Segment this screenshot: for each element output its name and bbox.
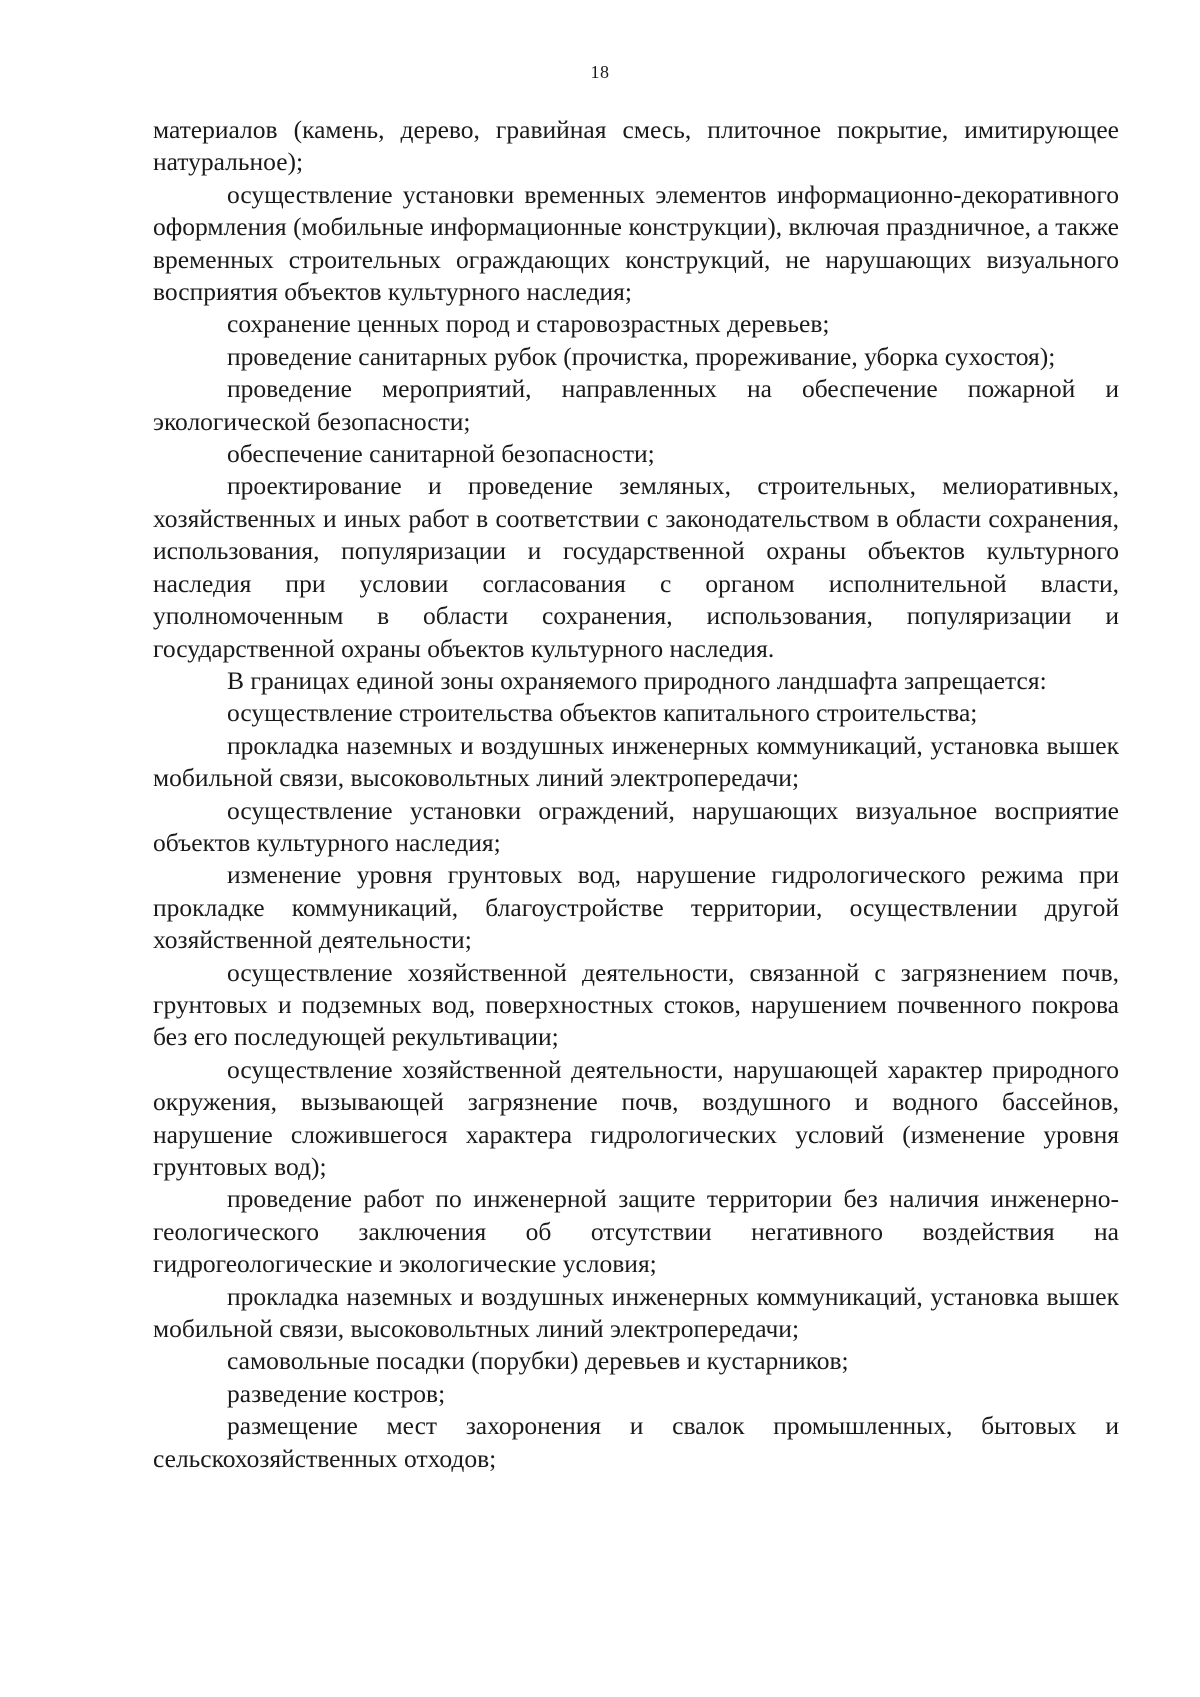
paragraph: осуществление установки временных элементов информационно-декоративного оформления (мобильные информационные конструкции), включая праздничное, а также временных строительных ограждающих конструкций, не нарушающих визуального восприятия объектов культурного наследия; bbox=[153, 179, 1119, 307]
paragraph: проведение работ по инженерной защите территории без наличия инженерно-геологического заключения об отсутствии негативного воздействия на гидрогеологические и экологические условия; bbox=[153, 1184, 1119, 1279]
paragraph: проектирование и проведение земляных, строительных, мелиоративных, хозяйственных и иных работ в соответствии с законодательством в области сохранения, использования, популяризации и государственной охраны объектов культурного наследия при условии согласования с органом исполнительной власти, уполномоченным в области сохранения, использования, популяризации и государственной охраны объектов культурного наследия. bbox=[153, 471, 1119, 663]
paragraph: изменение уровня грунтовых вод, нарушение гидрологического режима при прокладке коммуникаций, благоустройстве территории, осуществлении другой хозяйственной деятельности; bbox=[153, 860, 1119, 955]
document-body bbox=[153, 114, 1119, 1475]
paragraph: проведение санитарных рубок (прочистка, прореживание, уборка сухостоя); bbox=[227, 341, 1056, 371]
paragraph: размещение мест захоронения и свалок промышленных, бытовых и сельскохозяйственных отходов; bbox=[153, 1411, 1119, 1473]
paragraph: самовольные посадки (порубки) деревьев и кустарников; bbox=[227, 1346, 849, 1376]
paragraph: осуществление строительства объектов капитального строительства; bbox=[227, 698, 978, 728]
paragraph: обеспечение санитарной безопасности; bbox=[227, 439, 655, 469]
section-intro-paragraph: В границах единой зоны охраняемого природного ландшафта запрещается: bbox=[227, 665, 1047, 695]
paragraph: разведение костров; bbox=[227, 1378, 446, 1408]
paragraph: сохранение ценных пород и старовозрастных деревьев; bbox=[227, 309, 830, 339]
paragraph: осуществление хозяйственной деятельности, нарушающей характер природного окружения, вызывающей загрязнение почв, воздушного и водного бассейнов, нарушение сложившегося характера гидрологических условий (изменение уровня грунтовых вод); bbox=[153, 1054, 1119, 1181]
paragraph: прокладка наземных и воздушных инженерных коммуникаций, установка вышек мобильной связи, высоковольтных линий электропередачи; bbox=[153, 730, 1119, 793]
paragraph: проведение мероприятий, направленных на обеспечение пожарной и экологической безопасности; bbox=[153, 374, 1119, 436]
paragraph: осуществление хозяйственной деятельности, связанной с загрязнением почв, грунтовых и подземных вод, поверхностных стоков, нарушением почвенного покрова без его последующей рекультивации; bbox=[153, 957, 1119, 1052]
paragraph: осуществление установки ограждений, нарушающих визуальное восприятие объектов культурного наследия; bbox=[153, 795, 1119, 857]
paragraph-continuation: материалов (камень, дерево, гравийная смесь, плиточное покрытие, имитирующее натуральное); bbox=[153, 115, 1119, 177]
paragraph: прокладка наземных и воздушных инженерных коммуникаций, установка вышек мобильной связи, высоковольтных линий электропередачи; bbox=[153, 1281, 1119, 1344]
page-number: 18 bbox=[590, 62, 610, 82]
